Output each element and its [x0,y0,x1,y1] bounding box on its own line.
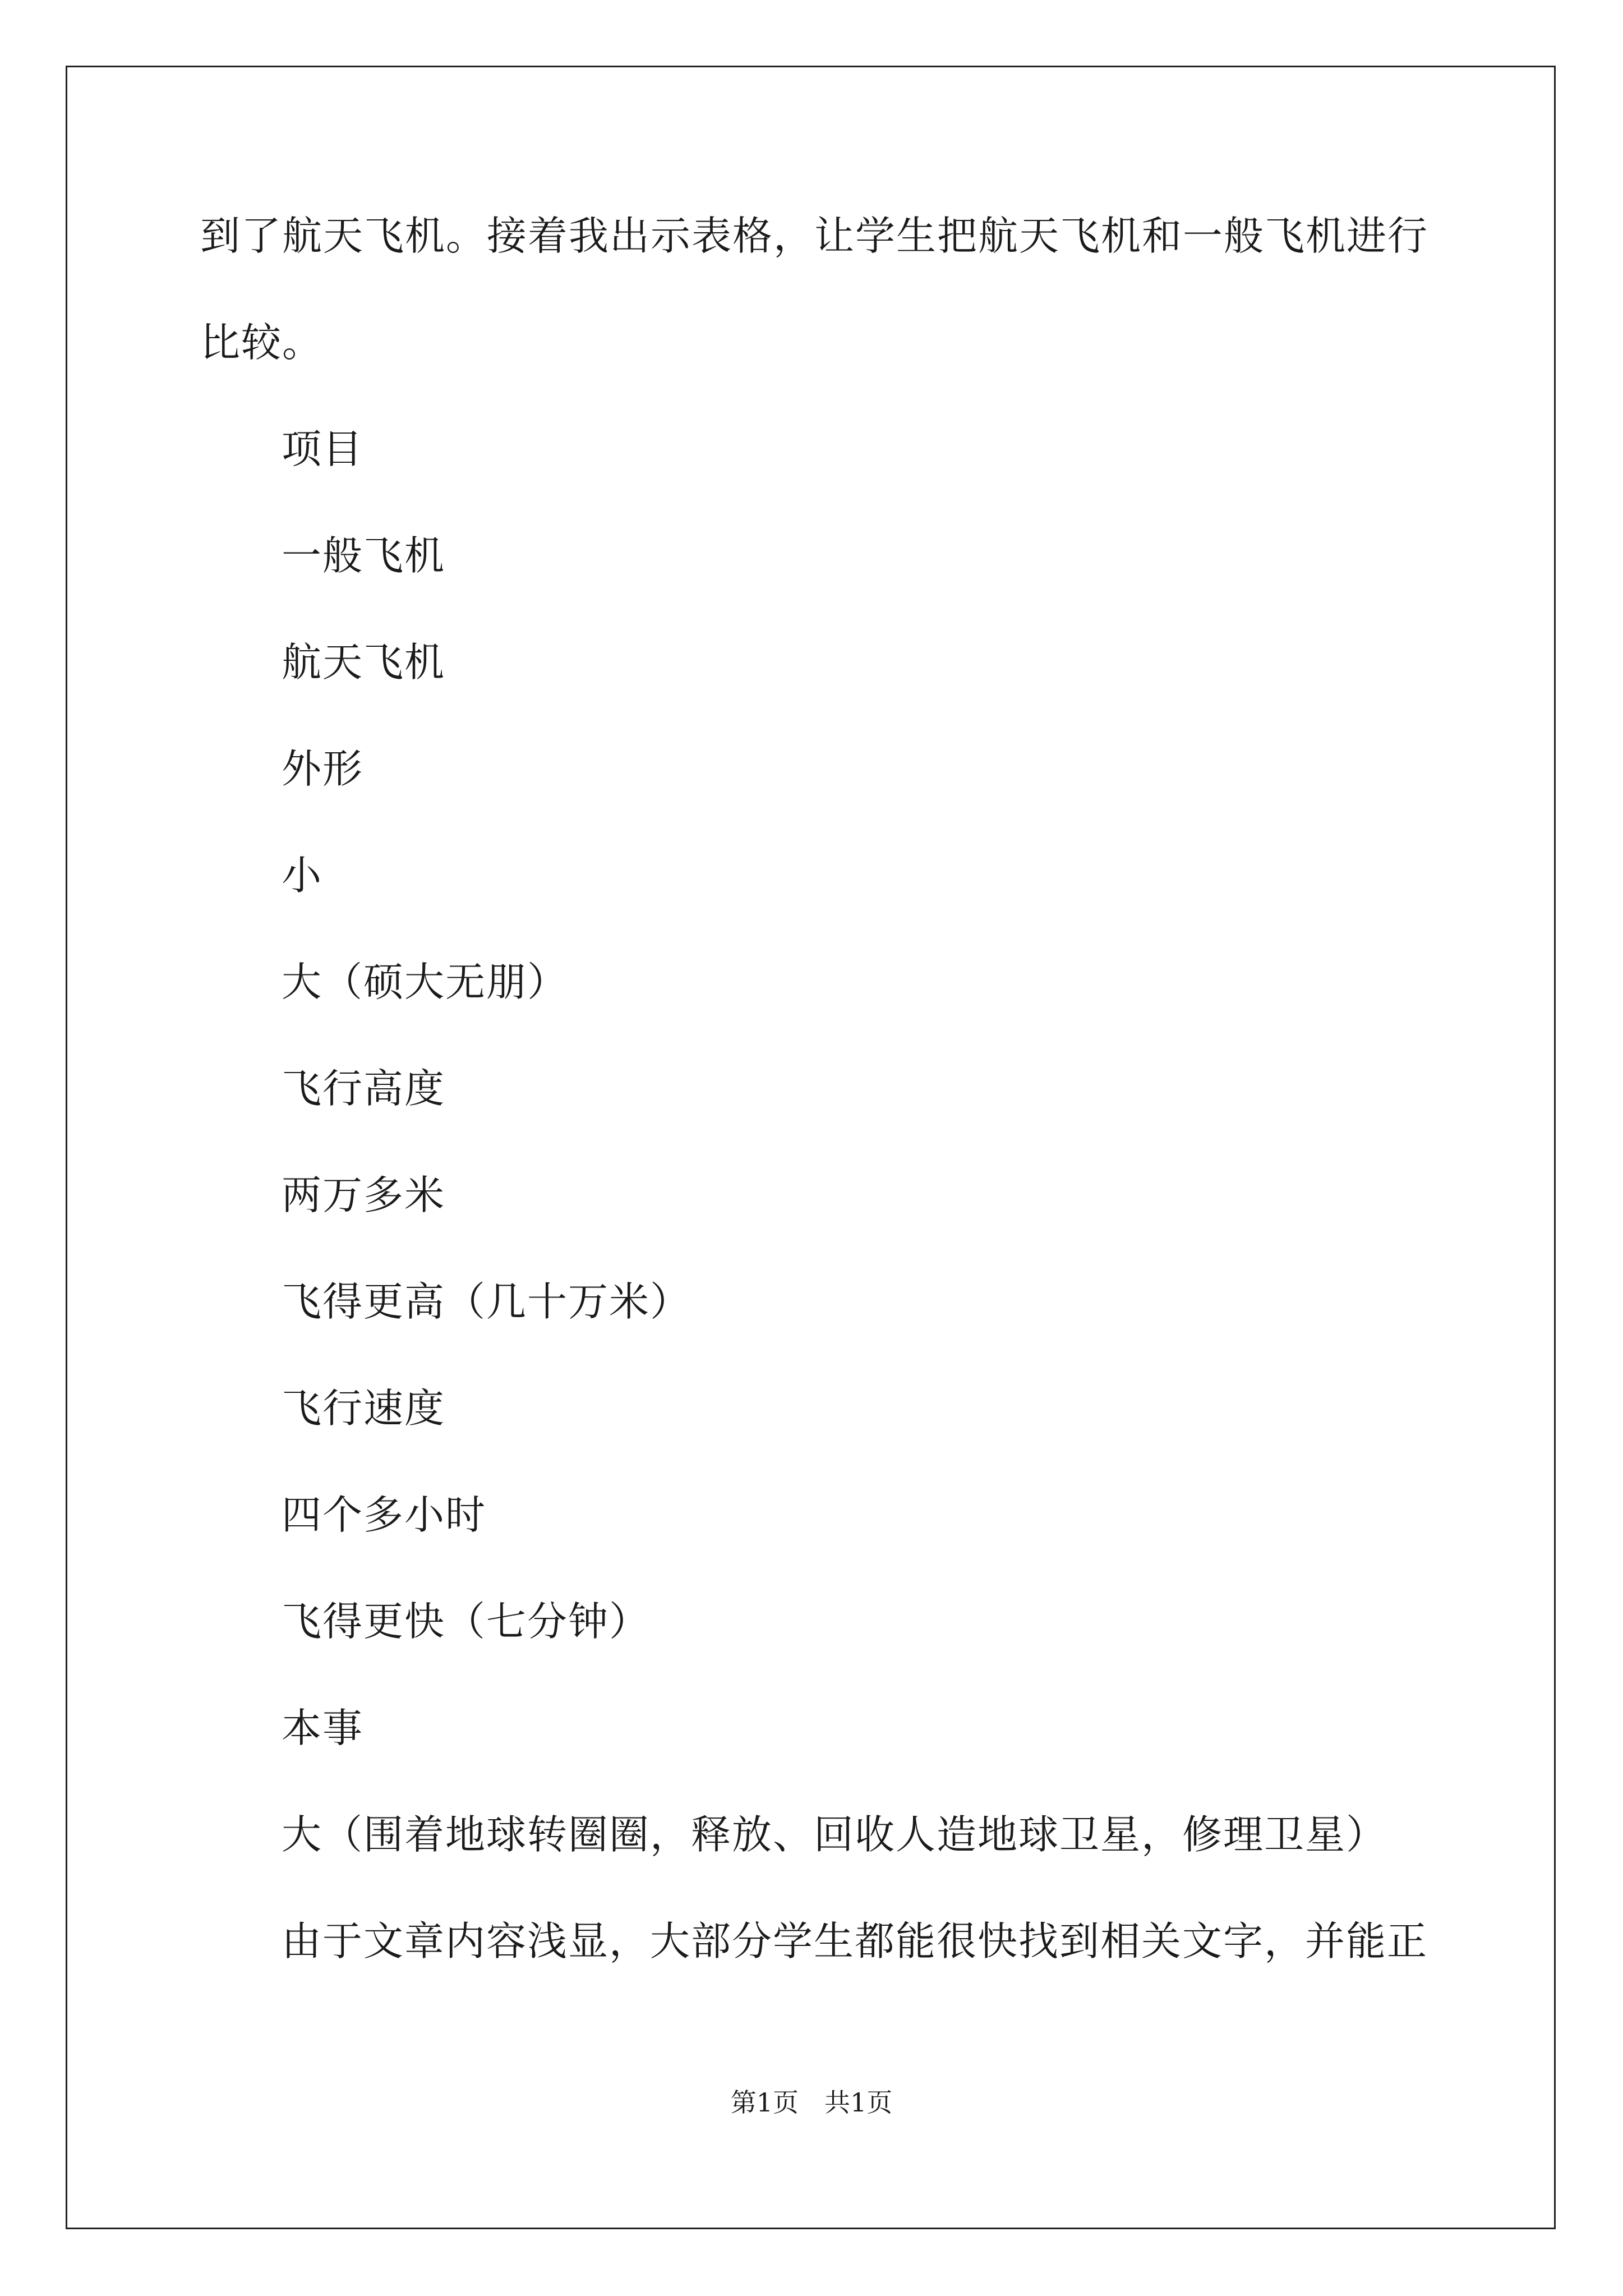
table-row-header-ordinary-plane: 一般飞机 [282,532,446,579]
table-row-capability: 本事 [282,1705,364,1751]
table-cell-speed-ordinary: 四个多小时 [282,1492,487,1538]
table-cell-appearance-shuttle: 大（硕大无朋） [282,959,569,1005]
table-row-appearance: 外形 [282,746,364,792]
table-cell-altitude-ordinary: 两万多米 [282,1172,446,1218]
table-row-header-item: 项目 [282,426,364,472]
table-row-speed: 飞行速度 [282,1385,446,1432]
table-cell-appearance-ordinary: 小 [282,852,323,899]
page-border [66,66,1556,2229]
paragraph-1-line-1: 到了航天飞机。接着我出示表格，让学生把航天飞机和一般飞机进行 [200,213,1429,259]
page-footer: 第1页 共1页 [730,2087,893,2118]
table-row-header-space-shuttle: 航天飞机 [282,639,446,685]
table-cell-speed-shuttle: 飞得更快（七分钟） [282,1598,651,1645]
table-row-altitude: 飞行高度 [282,1065,446,1112]
paragraph-2-line-1: 由于文章内容浅显，大部分学生都能很快找到相关文字，并能正 [282,1918,1428,1964]
table-cell-capability-shuttle: 大（围着地球转圈圈，释放、回收人造地球卫星，修理卫星） [282,1811,1387,1858]
table-cell-altitude-shuttle: 飞得更高（几十万米） [282,1278,691,1325]
paragraph-1-line-2: 比较。 [200,319,324,366]
